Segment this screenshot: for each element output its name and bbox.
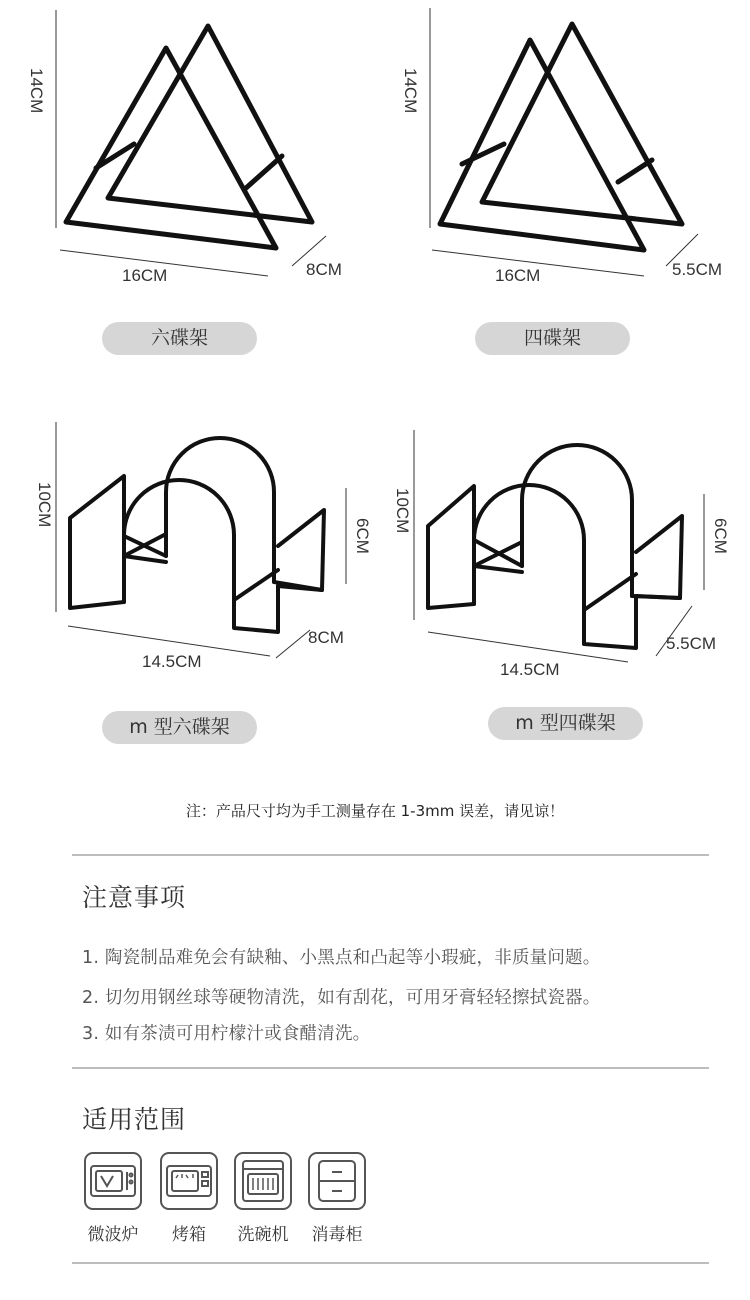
notice-title: 注意事项 [82,883,187,912]
product-label-pill: 四碟架 [475,322,630,355]
oven-icon [160,1152,218,1210]
width-label: 14.5CM [142,652,202,671]
divider [72,1262,709,1264]
divider [72,854,709,856]
width-label: 16CM [122,266,168,285]
product-label-pill: 六碟架 [102,322,257,355]
product-label-pill: m 型六碟架 [102,711,257,744]
divider [72,1067,709,1069]
usage-title: 适用范围 [82,1105,187,1134]
product-label-pill: m 型四碟架 [488,707,643,740]
height-label: 14CM [27,68,46,114]
depth-label: 8CM [308,628,344,647]
usage-label: 洗碗机 [237,1225,289,1245]
usage-label: 消毒柜 [311,1225,363,1245]
sterilizer-cabinet-icon [308,1152,366,1210]
notice-item: 1. 陶瓷制品难免会有缺釉、小黑点和凸起等小瑕疵，非质量问题。 [82,948,601,968]
notice-item: 2. 切勿用钢丝球等硬物清洗，如有刮花，可用牙膏轻轻擦拭瓷器。 [82,988,601,1008]
height-label: 14CM [401,68,420,114]
height-label: 10CM [393,488,412,534]
microwave-icon [84,1152,142,1210]
notice-item: 3. 如有茶渍可用柠檬汁或食醋清洗。 [82,1024,371,1044]
height-label: 10CM [35,482,54,528]
width-label: 14.5CM [500,660,560,679]
usage-label: 烤箱 [172,1225,206,1245]
usage-label: 微波炉 [87,1225,139,1245]
side-height-label: 6CM [711,518,730,554]
width-label: 16CM [495,266,541,285]
side-height-label: 6CM [353,518,372,554]
depth-label: 5.5CM [672,260,723,279]
dishwasher-icon [234,1152,292,1210]
depth-label: 5.5CM [666,634,717,653]
measurement-note: 注：产品尺寸均为手工测量存在 1-3mm 误差，请见谅！ [185,802,565,820]
depth-label: 8CM [306,260,342,279]
